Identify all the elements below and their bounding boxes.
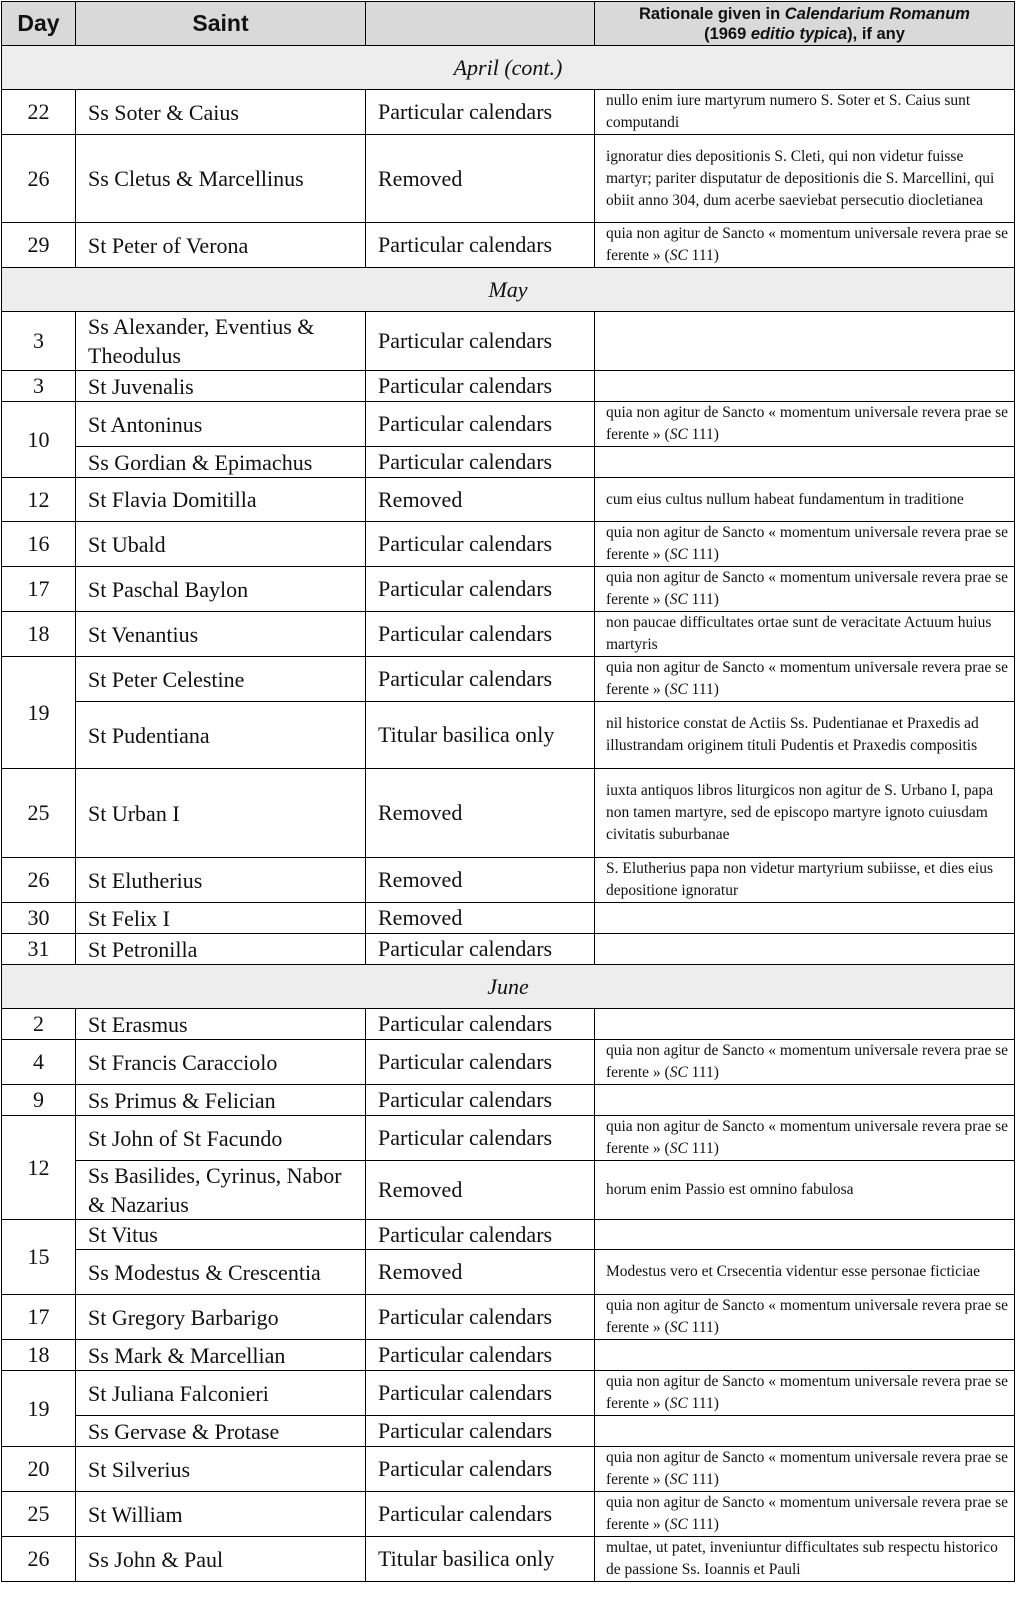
- rationale-cell: quia non agitur de Sancto « momentum universale revera prae se ferente » (SC 111): [595, 657, 1015, 702]
- day-cell: 17: [2, 567, 76, 612]
- saint-cell: Ss Basilides, Cyrinus, Nabor & Nazarius: [76, 1161, 366, 1220]
- table-row: [2, 1161, 1015, 1220]
- day-cell: 31: [2, 934, 76, 965]
- table-row: [2, 657, 1015, 702]
- month-label: May: [2, 268, 1015, 312]
- table-row: [2, 1009, 1015, 1040]
- day-cell: 4: [2, 1040, 76, 1085]
- status-cell: Titular basilica only: [366, 702, 595, 769]
- table-row: [2, 1250, 1015, 1295]
- day-cell: 12: [2, 1116, 76, 1220]
- rationale-cell: multae, ut patet, inveniuntur difficultates sub respectu historico de passione Ss. Ioannis et Pauli: [595, 1537, 1015, 1582]
- rationale-header-title: Calendarium Romanum: [784, 4, 970, 23]
- rationale-header-editio: editio typica: [750, 24, 848, 43]
- table-row: [2, 478, 1015, 522]
- day-cell: 29: [2, 223, 76, 268]
- saint-cell: St William: [76, 1492, 366, 1537]
- saint-cell: Ss Mark & Marcellian: [76, 1340, 366, 1371]
- rationale-cell: [595, 1416, 1015, 1447]
- status-cell: Removed: [366, 1161, 595, 1220]
- status-cell: Particular calendars: [366, 1371, 595, 1416]
- day-cell: 19: [2, 657, 76, 769]
- rationale-cell: nullo enim iure martyrum numero S. Soter et S. Caius sunt computandi: [595, 90, 1015, 135]
- table-row: [2, 903, 1015, 934]
- table-row: [2, 1371, 1015, 1416]
- day-cell: 9: [2, 1085, 76, 1116]
- status-cell: Removed: [366, 478, 595, 522]
- status-cell: Particular calendars: [366, 1340, 595, 1371]
- saint-cell: St Peter Celestine: [76, 657, 366, 702]
- rationale-cell: quia non agitur de Sancto « momentum universale revera prae se ferente » (SC 111): [595, 223, 1015, 268]
- saint-cell: St Paschal Baylon: [76, 567, 366, 612]
- rationale-cell: [595, 903, 1015, 934]
- status-cell: Particular calendars: [366, 1220, 595, 1250]
- saint-cell: Ss Primus & Felician: [76, 1085, 366, 1116]
- table-row: [2, 90, 1015, 135]
- status-cell: Removed: [366, 135, 595, 223]
- rationale-header-suffix: ), if any: [847, 24, 905, 43]
- table-row: [2, 858, 1015, 903]
- rationale-cell: iuxta antiquos libros liturgicos non agitur de S. Urbano I, papa non tamen martyre, sed de episcopo martyre ignoto cuiusdam civitatis suburbanae: [595, 769, 1015, 858]
- day-cell: 3: [2, 371, 76, 402]
- rationale-cell: [595, 312, 1015, 371]
- status-cell: Particular calendars: [366, 1447, 595, 1492]
- day-cell: 18: [2, 1340, 76, 1371]
- table-row: [2, 1085, 1015, 1116]
- rationale-cell: S. Elutherius papa non videtur martyrium subiisse, et dies eius depositione ignoratur: [595, 858, 1015, 903]
- rationale-cell: [595, 1009, 1015, 1040]
- status-cell: Particular calendars: [366, 1416, 595, 1447]
- table-row: [2, 769, 1015, 858]
- rationale-cell: horum enim Passio est omnino fabulosa: [595, 1161, 1015, 1220]
- table-row: [2, 312, 1015, 371]
- rationale-cell: quia non agitur de Sancto « momentum universale revera prae se ferente » (SC 111): [595, 1040, 1015, 1085]
- status-cell: Particular calendars: [366, 447, 595, 478]
- status-cell: Particular calendars: [366, 90, 595, 135]
- saint-cell: St Elutherius: [76, 858, 366, 903]
- table-row: [2, 702, 1015, 769]
- status-cell: Particular calendars: [366, 1116, 595, 1161]
- status-cell: Particular calendars: [366, 612, 595, 657]
- rationale-cell: Modestus vero et Crsecentia videntur esse personae ficticiae: [595, 1250, 1015, 1295]
- saint-cell: Ss Gervase & Protase: [76, 1416, 366, 1447]
- table-row: [2, 1447, 1015, 1492]
- status-cell: Particular calendars: [366, 1040, 595, 1085]
- rationale-cell: quia non agitur de Sancto « momentum universale revera prae se ferente » (SC 111): [595, 567, 1015, 612]
- saint-cell: St Venantius: [76, 612, 366, 657]
- rationale-cell: quia non agitur de Sancto « momentum universale revera prae se ferente » (SC 111): [595, 1447, 1015, 1492]
- status-cell: Particular calendars: [366, 312, 595, 371]
- status-cell: Particular calendars: [366, 371, 595, 402]
- status-cell: Particular calendars: [366, 1085, 595, 1116]
- status-cell: Removed: [366, 903, 595, 934]
- table-row: [2, 567, 1015, 612]
- saint-cell: St Flavia Domitilla: [76, 478, 366, 522]
- day-cell: 12: [2, 478, 76, 522]
- month-row-april: [2, 46, 1015, 90]
- status-cell: Removed: [366, 858, 595, 903]
- saint-cell: Ss Cletus & Marcellinus: [76, 135, 366, 223]
- table-row: [2, 135, 1015, 223]
- rationale-cell: quia non agitur de Sancto « momentum universale revera prae se ferente » (SC 111): [595, 1116, 1015, 1161]
- day-cell: 26: [2, 1537, 76, 1582]
- rationale-cell: quia non agitur de Sancto « momentum universale revera prae se ferente » (SC 111): [595, 402, 1015, 447]
- saint-column-header: Saint: [76, 2, 366, 46]
- saint-cell: St Petronilla: [76, 934, 366, 965]
- status-cell: Removed: [366, 769, 595, 858]
- saint-cell: Ss Soter & Caius: [76, 90, 366, 135]
- table-row: [2, 1492, 1015, 1537]
- saint-cell: St Peter of Verona: [76, 223, 366, 268]
- day-cell: 2: [2, 1009, 76, 1040]
- status-cell: Titular basilica only: [366, 1537, 595, 1582]
- header-row: [2, 2, 1015, 46]
- month-row-june: [2, 965, 1015, 1009]
- status-cell: Particular calendars: [366, 223, 595, 268]
- saint-cell: St Vitus: [76, 1220, 366, 1250]
- rationale-header-text: Rationale given in: [639, 4, 785, 23]
- status-cell: Particular calendars: [366, 1295, 595, 1340]
- saint-cell: St John of St Facundo: [76, 1116, 366, 1161]
- status-cell: Particular calendars: [366, 402, 595, 447]
- rationale-cell: [595, 371, 1015, 402]
- rationale-cell: [595, 1340, 1015, 1371]
- rationale-cell: [595, 1220, 1015, 1250]
- day-cell: 25: [2, 769, 76, 858]
- status-cell: Particular calendars: [366, 567, 595, 612]
- table-row: [2, 371, 1015, 402]
- saint-cell: St Juliana Falconieri: [76, 1371, 366, 1416]
- day-cell: 25: [2, 1492, 76, 1537]
- rationale-cell: quia non agitur de Sancto « momentum universale revera prae se ferente » (SC 111): [595, 1295, 1015, 1340]
- rationale-cell: [595, 934, 1015, 965]
- table-row: [2, 1220, 1015, 1250]
- saint-cell: St Pudentiana: [76, 702, 366, 769]
- saint-cell: Ss John & Paul: [76, 1537, 366, 1582]
- rationale-cell: [595, 1085, 1015, 1116]
- table-row: [2, 1116, 1015, 1161]
- day-column-header: Day: [2, 2, 76, 46]
- table-row: [2, 522, 1015, 567]
- status-cell: Particular calendars: [366, 1009, 595, 1040]
- day-cell: 16: [2, 522, 76, 567]
- table-row: [2, 1295, 1015, 1340]
- day-cell: 15: [2, 1220, 76, 1295]
- saint-cell: St Gregory Barbarigo: [76, 1295, 366, 1340]
- saint-cell: St Felix I: [76, 903, 366, 934]
- day-cell: 3: [2, 312, 76, 371]
- saint-cell: St Ubald: [76, 522, 366, 567]
- day-cell: 26: [2, 135, 76, 223]
- status-cell: Particular calendars: [366, 1492, 595, 1537]
- saint-cell: St Juvenalis: [76, 371, 366, 402]
- saint-cell: St Erasmus: [76, 1009, 366, 1040]
- rationale-cell: nil historice constat de Actiis Ss. Pudentianae et Praxedis ad illustrandam originem tituli Pudentis et Praxedis compositis: [595, 702, 1015, 769]
- table-row: [2, 934, 1015, 965]
- rationale-header-year: (1969: [704, 24, 751, 43]
- saint-cell: St Francis Caracciolo: [76, 1040, 366, 1085]
- saint-cell: Ss Modestus & Crescentia: [76, 1250, 366, 1295]
- saint-cell: St Urban I: [76, 769, 366, 858]
- day-cell: 30: [2, 903, 76, 934]
- rationale-cell: quia non agitur de Sancto « momentum universale revera prae se ferente » (SC 111): [595, 1371, 1015, 1416]
- day-cell: 17: [2, 1295, 76, 1340]
- day-cell: 18: [2, 612, 76, 657]
- day-cell: 10: [2, 402, 76, 478]
- table-row: [2, 1416, 1015, 1447]
- saints-calendar-table: [1, 1, 1015, 1582]
- rationale-column-header: [595, 2, 1015, 46]
- status-column-header: [366, 2, 595, 46]
- table-row: [2, 612, 1015, 657]
- rationale-cell: quia non agitur de Sancto « momentum universale revera prae se ferente » (SC 111): [595, 522, 1015, 567]
- table-row: [2, 447, 1015, 478]
- status-cell: Particular calendars: [366, 934, 595, 965]
- month-label: June: [2, 965, 1015, 1009]
- saint-cell: Ss Alexander, Eventius & Theodulus: [76, 312, 366, 371]
- saint-cell: St Antoninus: [76, 402, 366, 447]
- table-row: [2, 223, 1015, 268]
- table-row: [2, 1040, 1015, 1085]
- status-cell: Removed: [366, 1250, 595, 1295]
- day-cell: 19: [2, 1371, 76, 1447]
- month-label: April (cont.): [2, 46, 1015, 90]
- month-row-may: [2, 268, 1015, 312]
- status-cell: Particular calendars: [366, 657, 595, 702]
- table-row: [2, 402, 1015, 447]
- rationale-cell: non paucae difficultates ortae sunt de veracitate Actuum huius martyris: [595, 612, 1015, 657]
- day-cell: 26: [2, 858, 76, 903]
- rationale-cell: [595, 447, 1015, 478]
- table-row: [2, 1340, 1015, 1371]
- saint-cell: Ss Gordian & Epimachus: [76, 447, 366, 478]
- rationale-cell: cum eius cultus nullum habeat fundamentum in traditione: [595, 478, 1015, 522]
- rationale-cell: quia non agitur de Sancto « momentum universale revera prae se ferente » (SC 111): [595, 1492, 1015, 1537]
- day-cell: 22: [2, 90, 76, 135]
- day-cell: 20: [2, 1447, 76, 1492]
- rationale-cell: ignoratur dies depositionis S. Cleti, qui non videtur fuisse martyr; pariter disputatur de depositionis die S. Marcellini, qui obiit anno 304, dum acerbe saeviebat persecutio diocletianea: [595, 135, 1015, 223]
- saint-cell: St Silverius: [76, 1447, 366, 1492]
- status-cell: Particular calendars: [366, 522, 595, 567]
- table-row: [2, 1537, 1015, 1582]
